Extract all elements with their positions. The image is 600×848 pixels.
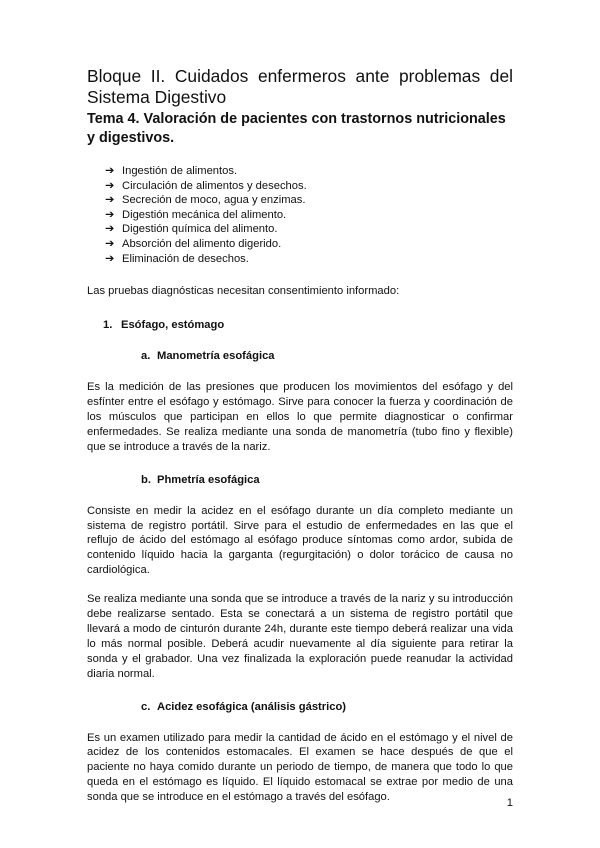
- list-item: ➔ Digestión mecánica del alimento.: [105, 208, 287, 221]
- section-title: Esófago, estómago: [121, 319, 225, 332]
- block-title: Bloque II. Cuidados enfermeros ante problemas del Sistema Digestivo: [87, 66, 513, 107]
- paragraph: Es un examen utilizado para medir la cantidad de ácido en el estómago y el nivel de acidez de los contenidos estomacales. El examen se hace después de que el paciente no haya comido durante un periodo de tiempo, de manera que todo lo que queda en el estómago es líquido. El líquido estomacal se extrae por medio de una sonda que se introduce en el estómago a través del esófago.: [87, 731, 513, 804]
- intro-paragraph: Las pruebas diagnósticas necesitan consentimiento informado:: [87, 285, 400, 298]
- list-item: ➔ Secreción de moco, agua y enzimas.: [105, 194, 306, 207]
- functions-list: [105, 164, 513, 266]
- section-number: 1.: [103, 319, 113, 332]
- arrow-right-icon: ➔: [105, 237, 115, 250]
- paragraph: Consiste en medir la acidez en el esófago durante un día completo mediante un sistema de registro portátil. Sirve para el estudio de enfermedades en las que el reflujo de ácido del estómago al esófago produce síntomas como ardor, subida de contenido líquido hacia la garganta (regurgitación) o dolor torácico de causa no cardiológica.: [87, 504, 513, 577]
- arrow-right-icon: ➔: [105, 165, 115, 177]
- arrow-right-icon: ➔: [105, 179, 115, 192]
- list-item: ➔ Eliminación de desechos.: [105, 252, 249, 265]
- paragraph: Es la medición de las presiones que producen los movimientos del esófago y del esfínter entre el esófago y estómago. Sirve para conocer la fuerza y coordinación de los músculos que participan en ellos lo que permite diagnosticar o confirmar enfermedades. Se realiza mediante una sonda de manometría (tubo fino y flexible) que se introduce a través de la nariz.: [87, 381, 513, 453]
- subsection-heading-c: [141, 701, 513, 713]
- list-item: ➔ Ingestión de alimentos.: [105, 165, 238, 177]
- subsection-title: Phmetría esofágica: [157, 473, 260, 486]
- topic-title: Tema 4. Valoración de pacientes con trastornos nutricionales y digestivos.: [87, 111, 506, 146]
- arrow-right-icon: ➔: [105, 223, 115, 236]
- subsection-letter: b.: [141, 473, 151, 486]
- arrow-right-icon: ➔: [105, 194, 115, 207]
- subsection-letter: c.: [141, 700, 151, 713]
- page-number: 1: [506, 797, 513, 809]
- subsection-heading-a: [141, 350, 513, 362]
- subsection-title: Manometría esofágica: [157, 350, 275, 363]
- list-item: ➔ Absorción del alimento digerido.: [105, 237, 282, 250]
- subsection-heading-b: [141, 474, 513, 486]
- paragraph: Se realiza mediante una sonda que se introduce a través de la nariz y su introducción debe realizarse sentado. Esta se conectará a un sistema de registro portátil que llevará a modo de cinturón durante 24h, durante este tiempo deberá realizar una vida lo más normal posible. Deberá acudir nuevamente al día siguiente para retirar la sonda y el grabador. Una vez finalizada la exploración puede reanudar la actividad diaria normal.: [87, 593, 513, 680]
- arrow-right-icon: ➔: [105, 208, 115, 221]
- subsection-letter: a.: [141, 350, 151, 363]
- list-item: ➔ Circulación de alimentos y desechos.: [105, 179, 307, 192]
- list-item: ➔ Digestión química del alimento.: [105, 223, 278, 236]
- subsection-title: Acidez esofágica (análisis gástrico): [157, 700, 347, 713]
- arrow-right-icon: ➔: [105, 252, 115, 265]
- section-heading: [103, 319, 513, 331]
